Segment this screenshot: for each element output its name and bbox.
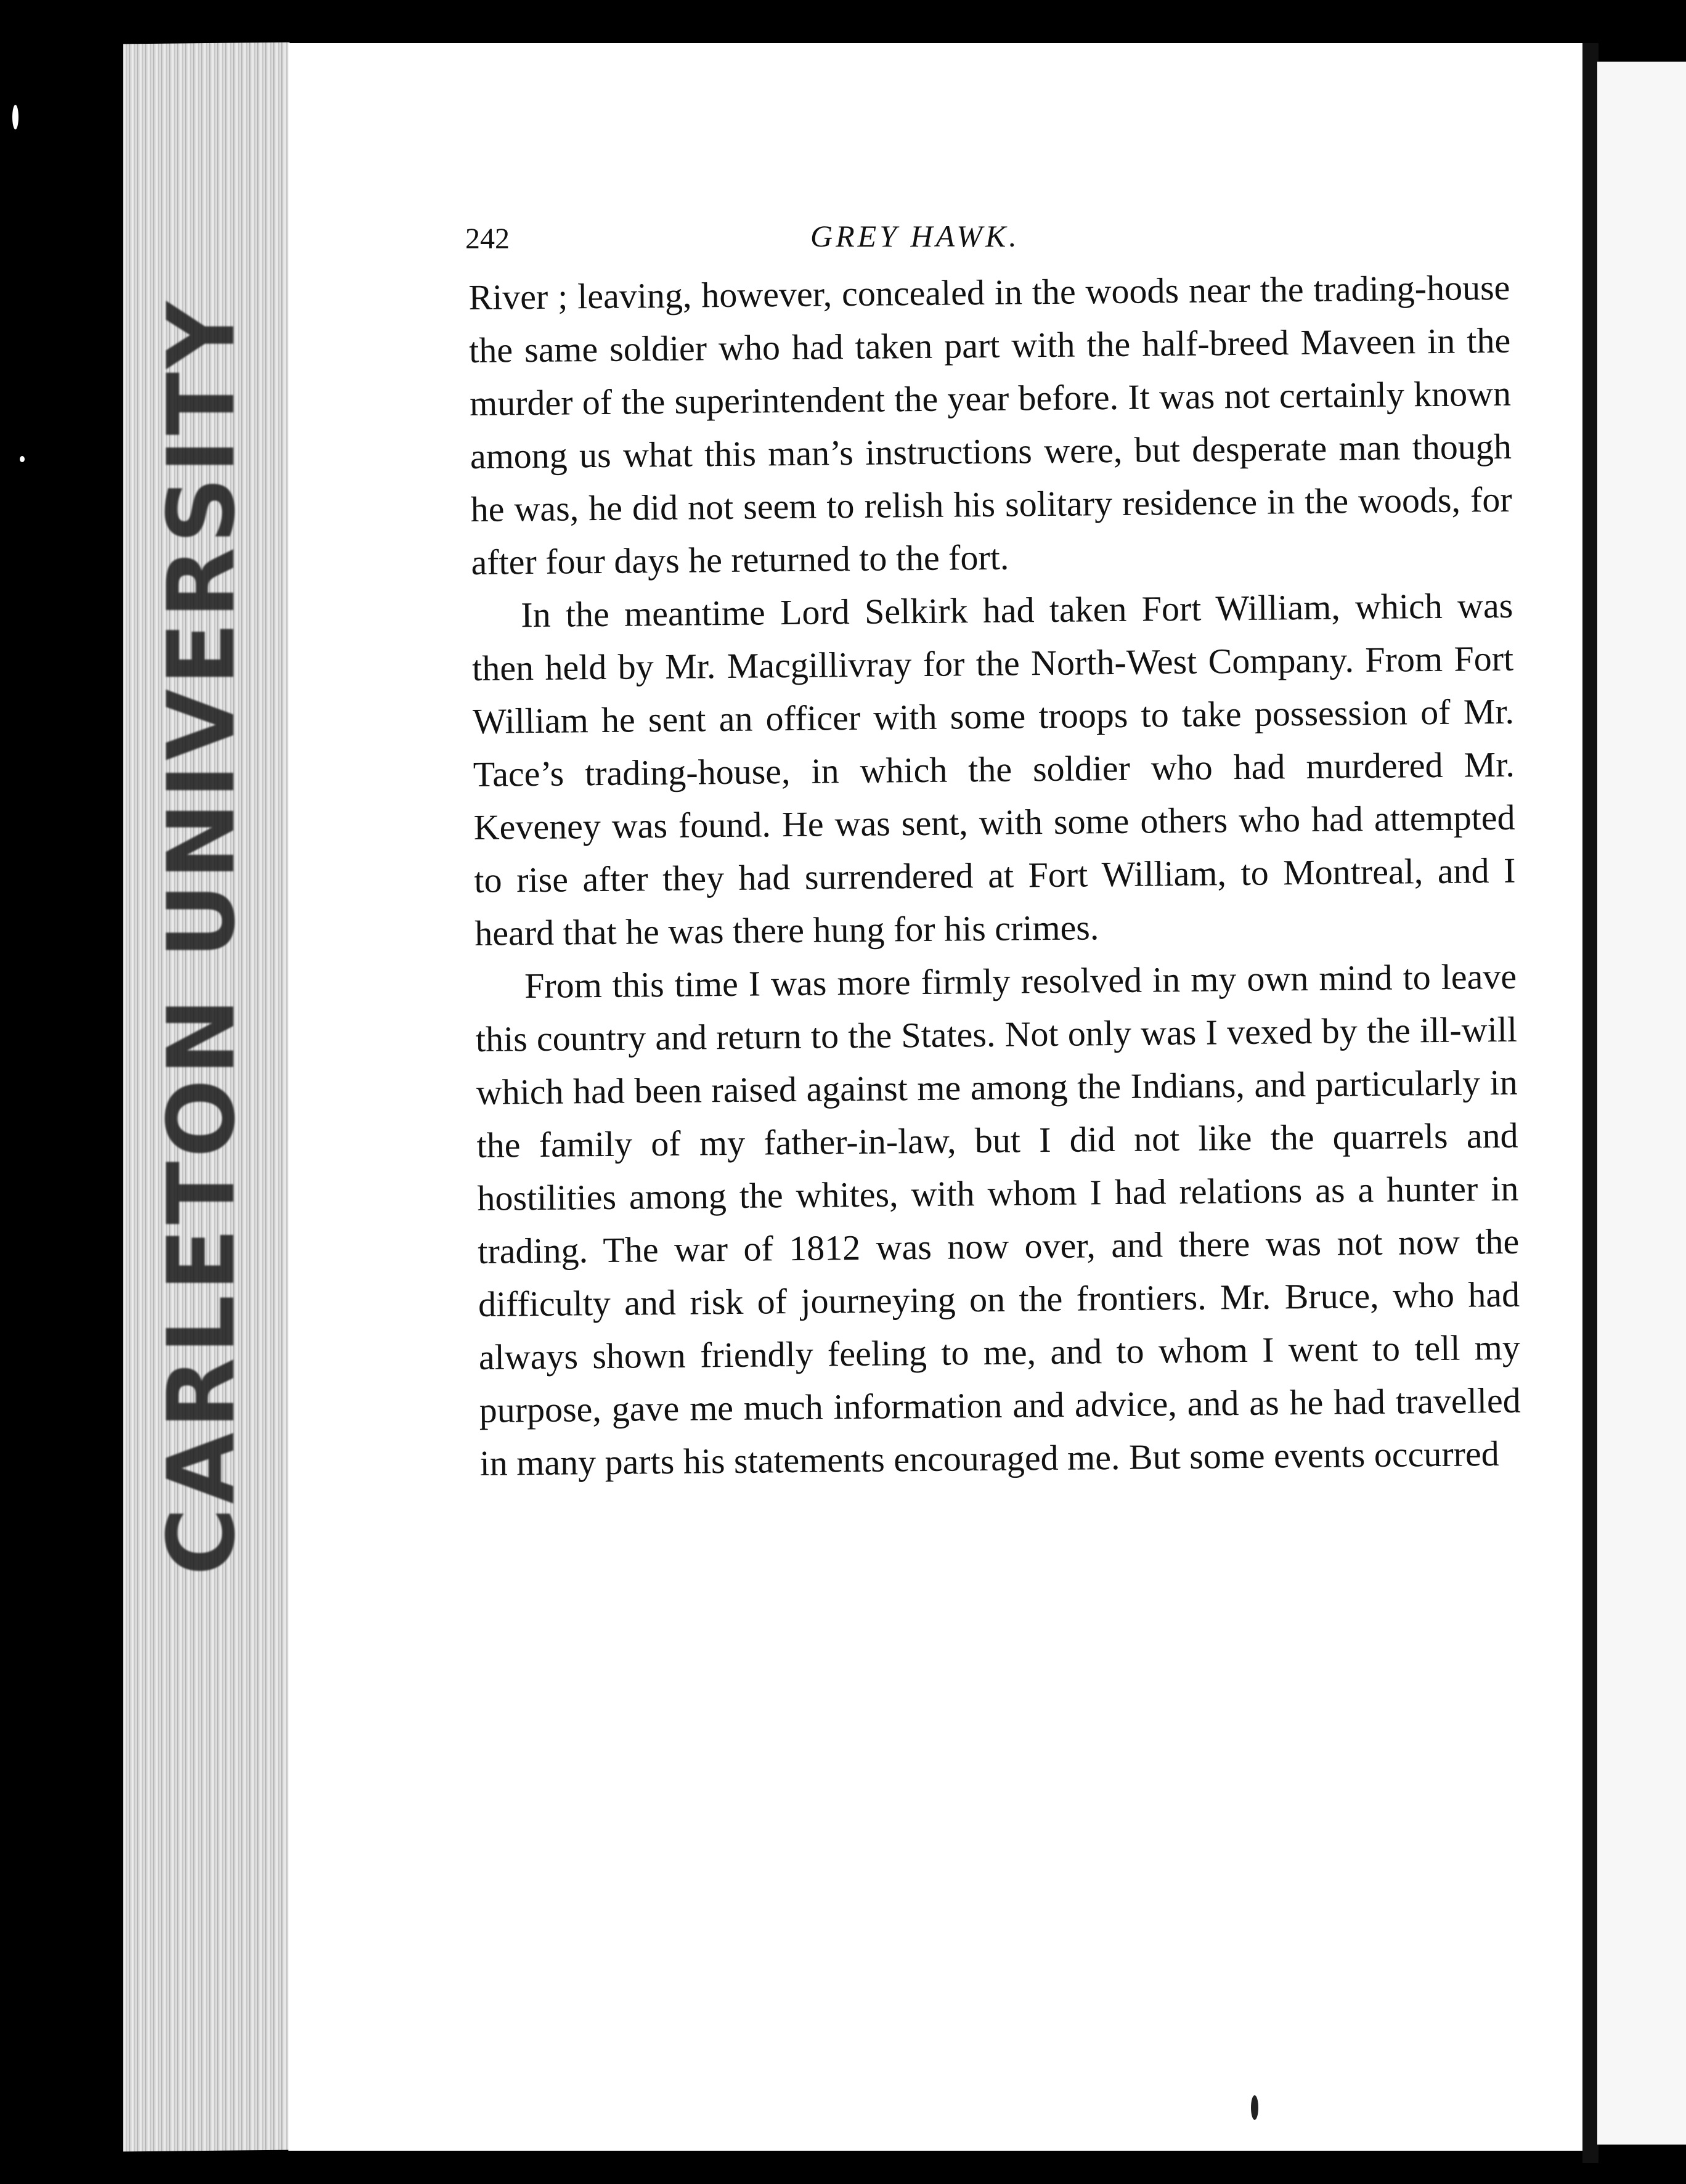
running-head: [465, 219, 1525, 265]
paragraph: River ; leaving, however, concealed in the woods near the trading-house the same soldier who had taken part with the half-breed Maveen in the murder of the superintendent the year before. It was not certainly known among us what this man’s instructions were, but desperate man though he was, he did not seem to relish his solitary residence in the woods, for after four days he returned to the fort.: [468, 267, 1512, 582]
facing-page-edge: [1597, 62, 1686, 2145]
library-stamp-text: CARLETON UNIVERSITY: [149, 298, 256, 1576]
scan-speck: [1251, 2095, 1258, 2120]
gutter-shadow: [1582, 43, 1598, 2163]
scan-speck: [20, 456, 25, 462]
library-stamp: [140, 298, 264, 1576]
body-text: [468, 261, 1521, 1490]
paragraph: In the meantime Lord Selkirk had taken Fort William, which was then held by Mr. Macgillivray for the North-West Company. From Fort William he sent an officer with some troops to take possession of Mr. Tace’s trading-house, in which the soldier who had murdered Mr. Keveney was found. He was sent, with some others who had attempted to rise after they had surrendered at Fort William, to Montreal, and I heard that he was there hung for his crimes.: [471, 585, 1516, 953]
running-title: GREY HAWK.: [810, 219, 1020, 253]
page-number: 242: [465, 222, 510, 255]
paragraph: From this time I was more firmly resolved in my own mind to leave this country and return to the States. Not only was I vexed by the ill-will which had been raised against me among the Indians, and particularly in the family of my father-in-law, but I did not like the quarrels and hostilities among the whites, with whom I had relations as a hunter in trading. The war of 1812 was now over, and there was not now the difficulty and risk of journeying on the frontiers. Mr. Bruce, who had always shown friendly feeling to me, and to whom I went to tell my purpose, gave me much information and advice, and as he had travelled in many parts his statements encouraged me. But some events occurred: [475, 956, 1521, 1483]
scan-speck: [12, 105, 18, 129]
